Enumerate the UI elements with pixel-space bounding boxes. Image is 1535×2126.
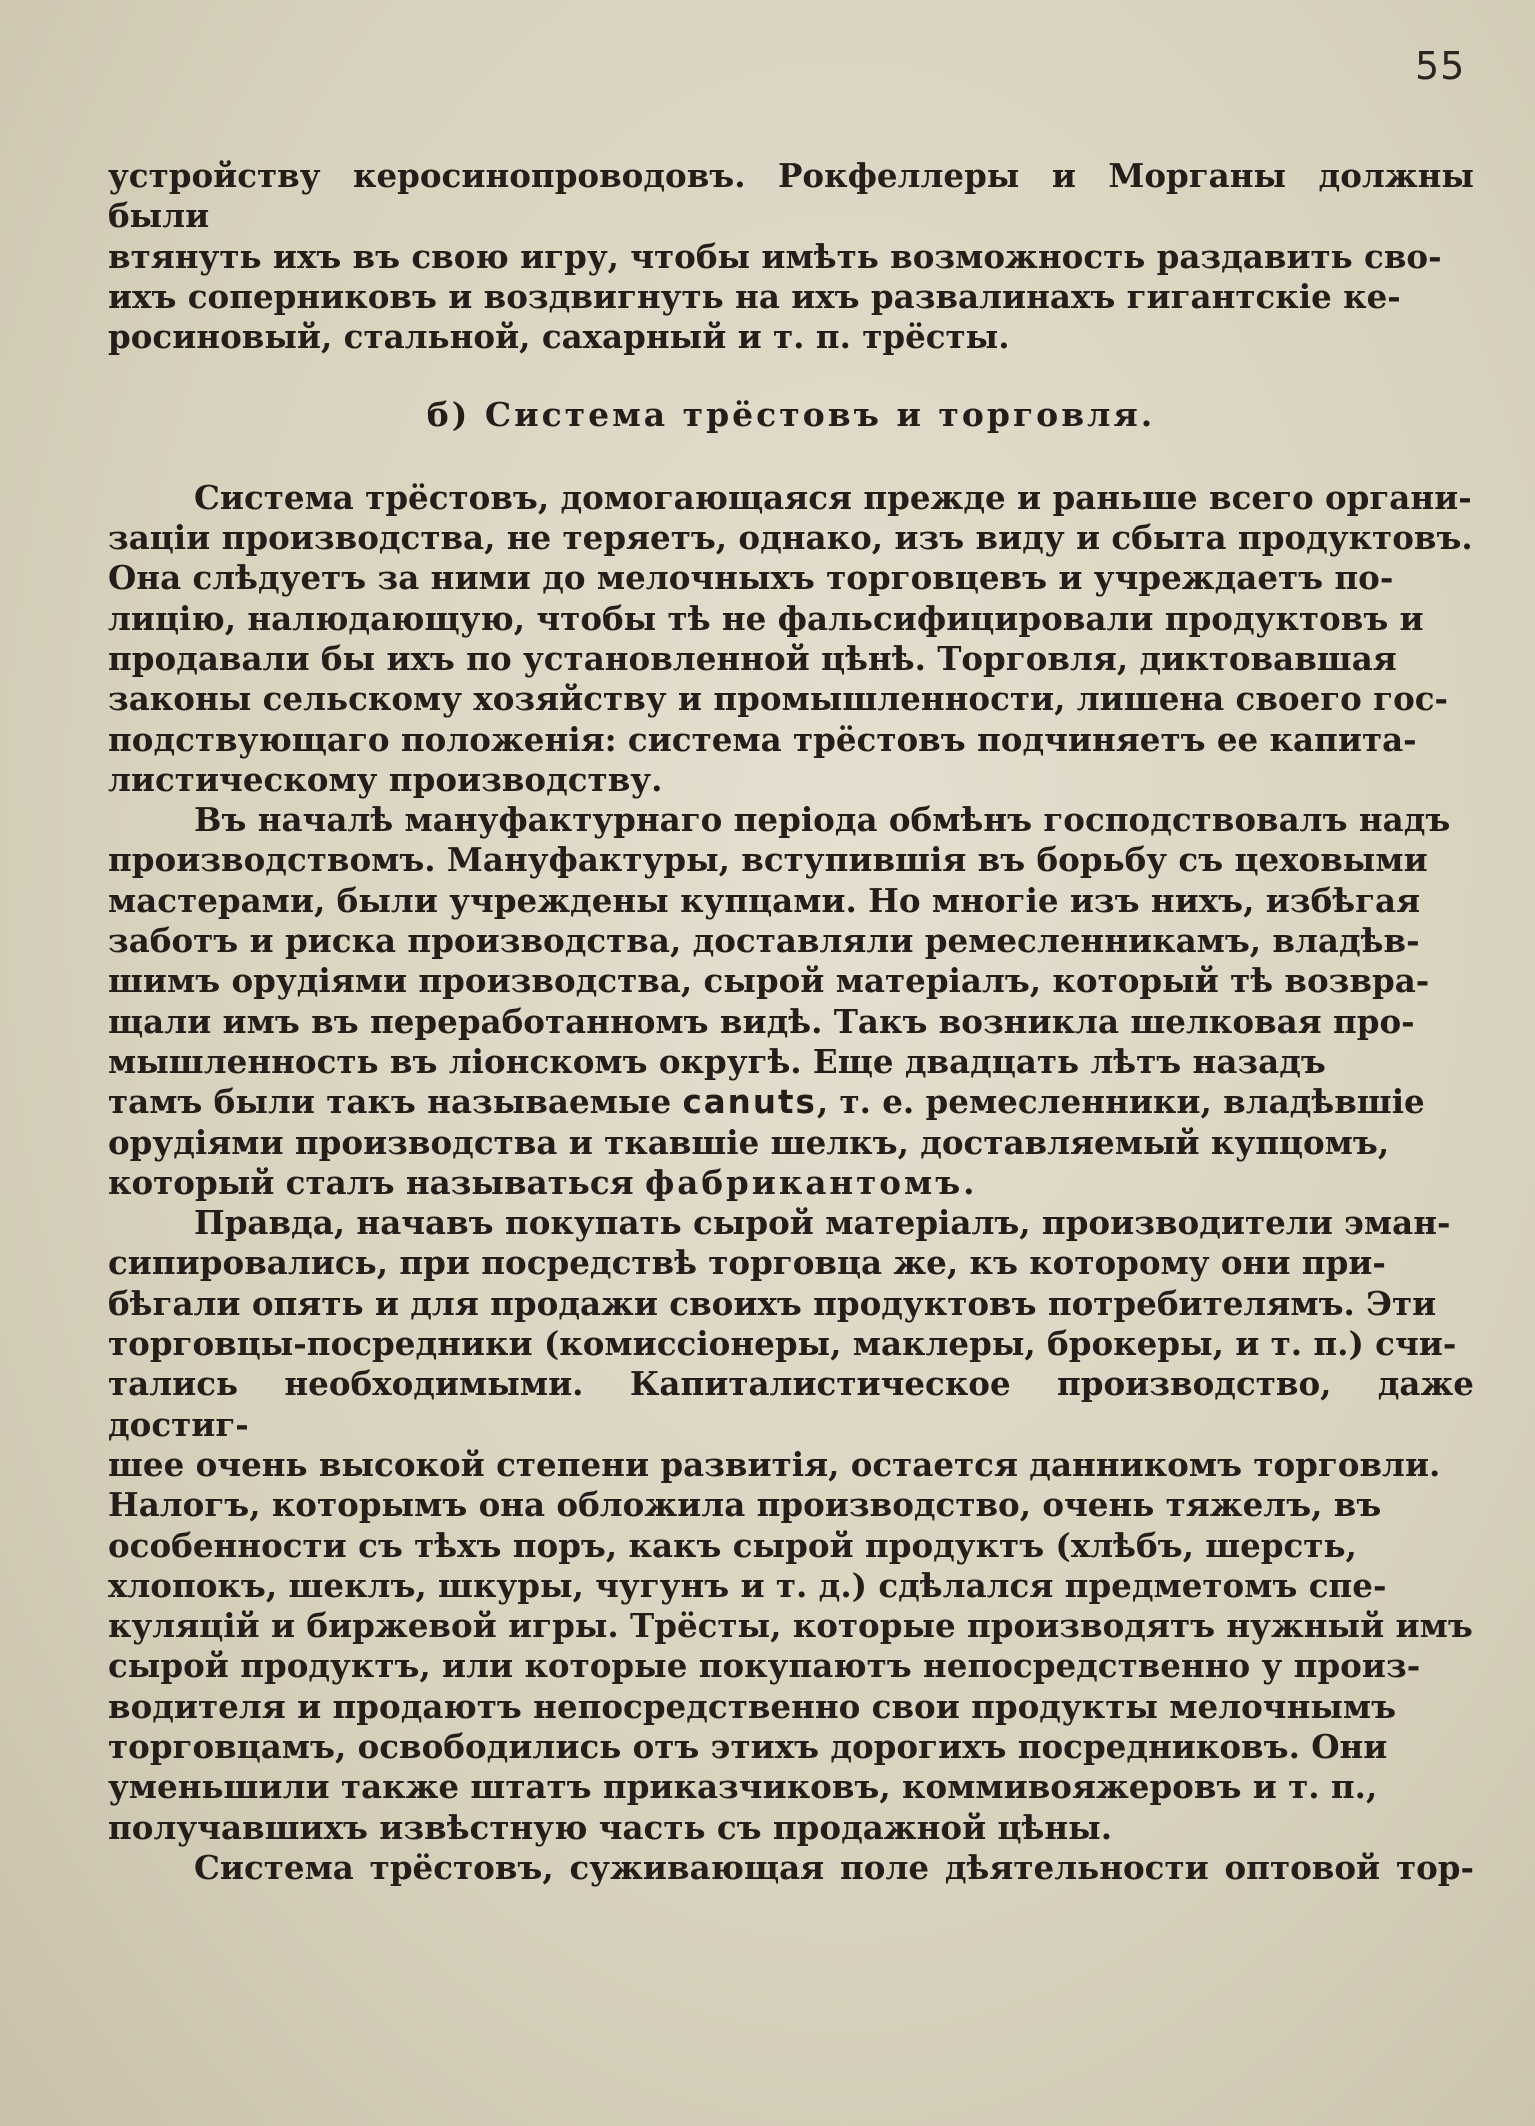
text-line: продавали бы ихъ по установленной цѣнѣ. Торговля, диктовавшая — [108, 638, 1397, 678]
text-line: втянуть ихъ въ свою игру, чтобы имѣть возможность раздавить сво- — [108, 236, 1442, 276]
text-line: Система трёстовъ, домогающаяся прежде и раньше всего органи- — [194, 477, 1472, 517]
section-heading: б) Система трёстовъ и торговля. — [426, 395, 1156, 435]
text-line: Она слѣдуетъ за ними до мелочныхъ торговцевъ и учреждаетъ по- — [108, 558, 1394, 598]
page-number: 55 — [1415, 44, 1466, 88]
text-line: Налогъ, которымъ она обложила производство, очень тяжелъ, въ — [108, 1485, 1382, 1525]
text-line: хлопокъ, шеклъ, шкуры, чугунъ и т. д.) сдѣлался предметомъ спе- — [108, 1565, 1387, 1605]
text-line: мастерами, были учреждены купцами. Но многіе изъ нихъ, избѣгая — [108, 880, 1421, 920]
text-fragment: который сталъ называться — [108, 1162, 634, 1202]
text-line: Система трёстовъ, суживающая поле дѣятельности оптовой тор- — [194, 1847, 1474, 1887]
text-line: лицію, налюдающую, чтобы тѣ не фальсифицировали продуктовъ и — [108, 598, 1424, 638]
page-text — [108, 156, 1474, 1888]
text-line: Правда, начавъ покупать сырой матеріалъ, производители эман- — [194, 1203, 1451, 1243]
text-line: водителя и продаютъ непосредственно свои продукты мелочнымъ — [108, 1686, 1397, 1726]
text-line: подствующаго положенія: система трёстовъ подчиняетъ ее капита- — [108, 719, 1417, 759]
emphasized-word: фабрикантомъ. — [644, 1162, 978, 1202]
text-line: производствомъ. Мануфактуры, вступившія въ борьбу съ цеховыми — [108, 840, 1428, 880]
text-line: тались необходимыми. Капиталистическое производство, даже достиг- — [108, 1364, 1474, 1444]
text-line: сипировались, при посредствѣ торговца же, къ которому они при- — [108, 1243, 1386, 1283]
text-line: торговцы-посредники (комиссіонеры, маклеры, брокеры, и т. п.) счи- — [108, 1324, 1457, 1364]
text-line: куляцій и биржевой игры. Трёсты, которые производятъ нужный имъ — [108, 1606, 1473, 1646]
text-fragment: тамъ были такъ называемые — [108, 1082, 672, 1122]
text-line: Въ началѣ мануфактурнаго періода обмѣнъ господствовалъ надъ — [194, 800, 1451, 840]
text-line: листическому производству. — [108, 759, 663, 799]
text-line: бѣгали опять и для продажи своихъ продуктовъ потребителямъ. Эти — [108, 1283, 1437, 1323]
text-line: законы сельскому хозяйству и промышленности, лишена своего гос- — [108, 679, 1449, 719]
text-line: мышленность въ ліонскомъ округѣ. Еще двадцать лѣтъ назадъ — [108, 1041, 1326, 1081]
text-line: сырой продуктъ, или которые покупаютъ непосредственно у произ- — [108, 1646, 1421, 1686]
paragraph — [108, 478, 1474, 800]
text-line — [108, 1082, 1474, 1122]
text-line: получавшихъ извѣстную часть съ продажной цѣны. — [108, 1807, 1113, 1847]
text-line: ихъ соперниковъ и воздвигнуть на ихъ развалинахъ гигантскіе ке- — [108, 276, 1401, 316]
text-line: торговцамъ, освободились отъ этихъ дорогихъ посредниковъ. Они — [108, 1726, 1388, 1766]
text-line — [108, 1163, 1474, 1203]
paragraph — [108, 800, 1474, 1203]
text-line: шимъ орудіями производства, сырой матеріалъ, который тѣ возвра- — [108, 961, 1430, 1001]
paragraph-continued — [108, 156, 1474, 357]
paragraph — [108, 1203, 1474, 1848]
text-line: особенности съ тѣхъ поръ, какъ сырой продуктъ (хлѣбъ, шерсть, — [108, 1525, 1357, 1565]
text-line: устройству керосинопроводовъ. Рокфеллеры и Морганы должны были — [108, 156, 1474, 236]
text-line: шее очень высокой степени развитія, остается данникомъ торговли. — [108, 1444, 1441, 1484]
foreign-term: canuts — [682, 1083, 817, 1122]
text-line: заціи производства, не теряетъ, однако, изъ виду и сбыта продуктовъ. — [108, 518, 1473, 558]
text-line: росиновый, стальной, сахарный и т. п. трёсты. — [108, 317, 1010, 357]
text-fragment: , т. е. ремесленники, владѣвшіе — [816, 1082, 1425, 1122]
text-line: уменьшили также штатъ приказчиковъ, коммивояжеровъ и т. п., — [108, 1767, 1378, 1807]
text-line: заботъ и риска производства, доставляли ремесленникамъ, владѣв- — [108, 921, 1420, 961]
paragraph — [108, 1848, 1474, 1888]
text-line: щали имъ въ переработанномъ видѣ. Такъ возникла шелковая про- — [108, 1001, 1415, 1041]
text-line: орудіями производства и ткавшіе шелкъ, доставляемый купцомъ, — [108, 1122, 1390, 1162]
